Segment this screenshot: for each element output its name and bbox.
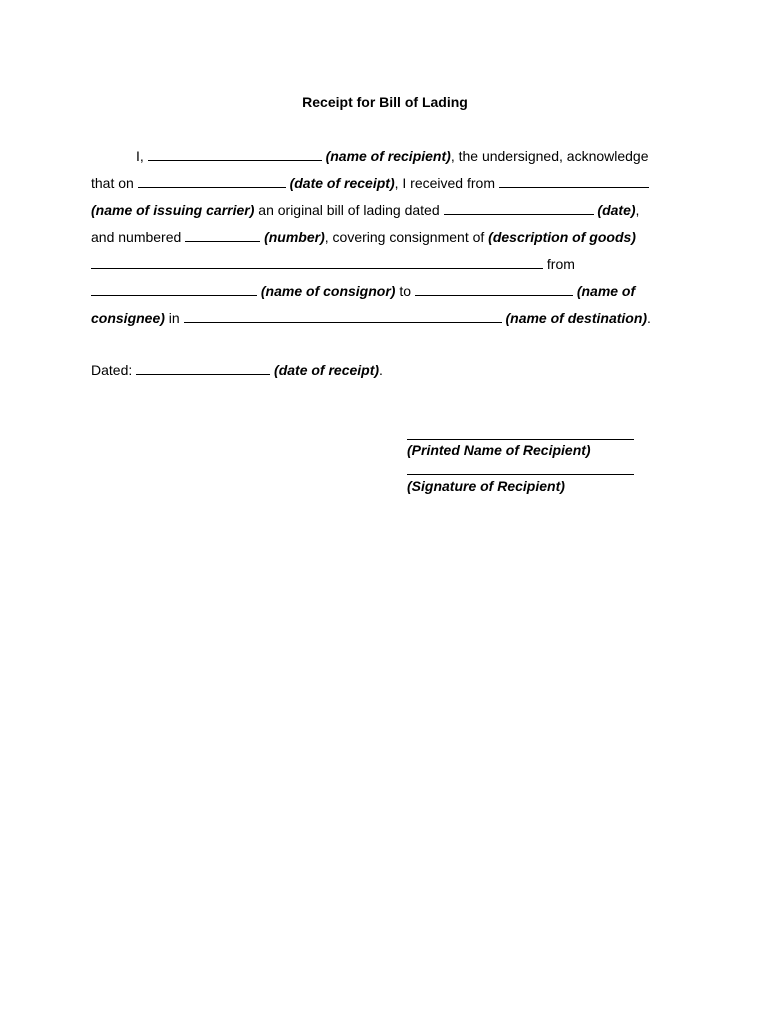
- text: from: [543, 256, 575, 272]
- printed-name-line[interactable]: [407, 439, 634, 440]
- hint: (description of goods): [488, 229, 636, 245]
- paragraph-line-3: [91, 202, 639, 218]
- receipt-date-blank[interactable]: [138, 175, 286, 188]
- paragraph-line-5: [91, 256, 575, 272]
- text: I,: [136, 148, 148, 164]
- paragraph-line-1: [136, 148, 649, 164]
- document-title: Receipt for Bill of Lading: [302, 94, 468, 110]
- consignee-blank[interactable]: [415, 283, 573, 296]
- hint: consignee): [91, 310, 165, 326]
- text: an original bill of lading dated: [254, 202, 444, 218]
- consignor-blank[interactable]: [91, 283, 257, 296]
- carrier-blank[interactable]: [499, 175, 649, 188]
- dated-label: Dated:: [91, 362, 137, 378]
- dated-line: [91, 362, 383, 378]
- hint: (name of: [576, 283, 636, 299]
- text: .: [379, 362, 383, 378]
- paragraph-line-4: [91, 229, 636, 245]
- recipient-name-blank[interactable]: [148, 148, 322, 161]
- hint: (number): [264, 229, 325, 245]
- hint: (name of recipient): [325, 148, 451, 164]
- text: , the undersigned, acknowledge: [450, 148, 649, 164]
- destination-blank[interactable]: [184, 310, 502, 323]
- paragraph-line-2: [91, 175, 649, 191]
- text: .: [647, 310, 651, 326]
- hint: (date of receipt): [289, 175, 395, 191]
- text: , I received from: [394, 175, 499, 191]
- text: , covering consignment of: [324, 229, 489, 245]
- paragraph-line-6: [91, 283, 635, 299]
- printed-name-label: (Printed Name of Recipient): [407, 442, 591, 458]
- hint: (date of receipt): [274, 362, 380, 378]
- text: and numbered: [91, 229, 186, 245]
- hint: (date): [597, 202, 636, 218]
- text: ,: [635, 202, 640, 218]
- number-blank[interactable]: [185, 229, 260, 242]
- signature-label: (Signature of Recipient): [407, 478, 565, 494]
- bill-date-blank[interactable]: [444, 202, 594, 215]
- paragraph-line-7: [91, 310, 651, 326]
- text: to: [395, 283, 415, 299]
- text: that on: [91, 175, 138, 191]
- text: in: [164, 310, 184, 326]
- goods-description-blank[interactable]: [91, 256, 543, 269]
- signature-line[interactable]: [407, 474, 634, 475]
- hint: (name of destination): [505, 310, 648, 326]
- hint: (name of consignor): [260, 283, 396, 299]
- dated-blank[interactable]: [136, 362, 270, 375]
- hint: (name of issuing carrier): [91, 202, 255, 218]
